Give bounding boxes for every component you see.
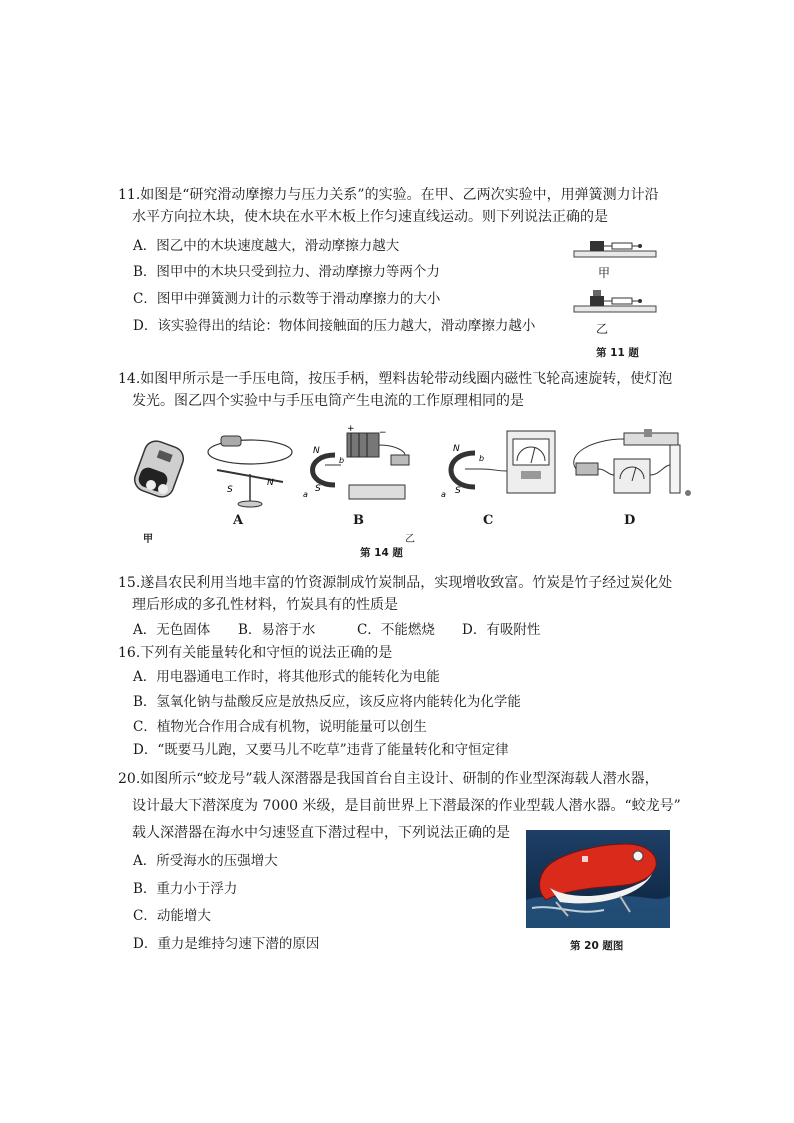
q14-letter-a: A: [233, 513, 244, 528]
svg-text:+: +: [347, 425, 355, 434]
hand-press-flashlight: [131, 438, 186, 501]
q14-letter-b: B: [353, 513, 364, 528]
q14-label-jia: 甲: [143, 534, 153, 545]
question-14-stem: 14.如图甲所示是一手压电筒，按压手柄，塑料齿轮带动线圈内磁性飞轮高速旋转，使灯泡 发光。图乙四个实验中与手压电筒产生电流的工作原理相同的是: [118, 371, 673, 409]
question-16-stem: 16.下列有关能量转化和守恒的说法正确的是: [118, 645, 393, 661]
wood-block-yi: [590, 296, 604, 306]
q14-letter-d: D: [624, 513, 636, 528]
jiaolong-submersible-photo: [526, 830, 670, 928]
q11-label-yi: 乙: [596, 322, 609, 336]
question-20-stem: 20.如图所示“蛟龙号”载人深潜器是我国首台自主设计、研制的作业型深海载人潜水器， 设计最大下潜深度为 7000 米级，是目前世界上下潜最深的作业型载人潜水器。“蛟龙号” 载人深潜器在海水中匀速竖直下潜过程中，下列说法正确的是: [118, 771, 681, 841]
q14-caption: 第 14 题: [360, 547, 403, 559]
svg-text:N: N: [453, 444, 460, 454]
q14-letter-c: C: [483, 513, 494, 528]
q20-option-a: A．所受海水的压强增大: [133, 853, 278, 869]
svg-text:S: S: [455, 486, 461, 496]
weight-on-block: [593, 290, 601, 296]
q11-caption: 第 11 题: [596, 347, 639, 359]
svg-text:a: a: [303, 490, 308, 499]
q15-option-c: C．不能燃烧: [357, 622, 435, 638]
q20-option-d: D．重力是维持匀速下潜的原因: [133, 936, 320, 952]
q14-figure: [125, 425, 695, 515]
q16-option-b: B．氢氧化钠与盐酸反应是放热反应，该反应将内能转化为化学能: [133, 694, 521, 710]
q16-option-d: D．“既要马儿跑，又要马儿不吃草”违背了能量转化和守恒定律: [133, 742, 509, 758]
q11-option-b: B．图甲中的木块只受到拉力、滑动摩擦力等两个力: [133, 264, 440, 280]
svg-text:b: b: [339, 456, 345, 465]
question-15-stem: 15.遂昌农民利用当地丰富的竹资源制成竹炭制品，实现增收致富。竹炭是竹子经过炭化处 理后形成的多孔性材料，竹炭具有的性质是: [118, 575, 673, 613]
q20-option-b: B．重力小于浮力: [133, 881, 238, 897]
q20-caption: 第 20 题图: [570, 940, 624, 952]
wood-board-jia: [574, 251, 656, 257]
question-11-stem: 11.如图是“研究滑动摩擦力与压力关系”的实验。在甲、乙两次实验中，用弹簧测力计沿 水平方向拉木块，使木块在水平木板上作匀速直线运动。则下列说法正确的是: [118, 187, 659, 225]
q16-option-a: A．用电器通电工作时，将其他形式的能转化为电能: [133, 669, 440, 685]
svg-text:S: S: [227, 485, 233, 495]
q16-option-c: C．植物光合作用合成有机物，说明能量可以创生: [133, 719, 427, 735]
experiment-b: [303, 425, 409, 499]
svg-text:−: −: [379, 428, 387, 438]
svg-text:N: N: [267, 478, 274, 488]
svg-text:a: a: [441, 490, 446, 499]
spring-scale-yi: [612, 298, 632, 304]
q11-label-jia: 甲: [598, 266, 611, 280]
wood-board-yi: [574, 306, 656, 312]
svg-text:N: N: [313, 446, 320, 456]
experiment-c: [441, 431, 555, 499]
q11-option-c: C．图甲中弹簧测力计的示数等于滑动摩擦力的大小: [133, 291, 441, 307]
svg-text:S: S: [315, 484, 321, 494]
q14-label-yi: 乙: [405, 534, 415, 545]
q15-option-b: B．易溶于水: [238, 622, 316, 638]
experiment-a: [208, 436, 292, 507]
q11-option-a: A．图乙中的木块速度越大，滑动摩擦力越大: [133, 238, 400, 254]
q11-option-d: D．该实验得出的结论：物体间接触面的压力越大，滑动摩擦力越小: [133, 318, 536, 334]
spring-scale-jia: [612, 243, 632, 249]
svg-text:b: b: [479, 454, 485, 463]
experiment-d: [574, 429, 691, 496]
q20-option-c: C．动能增大: [133, 908, 211, 924]
q15-option-d: D．有吸附性: [462, 622, 541, 638]
q11-figure: [570, 232, 660, 342]
q15-option-a: A．无色固体: [133, 622, 211, 638]
wood-block-jia: [590, 241, 604, 251]
